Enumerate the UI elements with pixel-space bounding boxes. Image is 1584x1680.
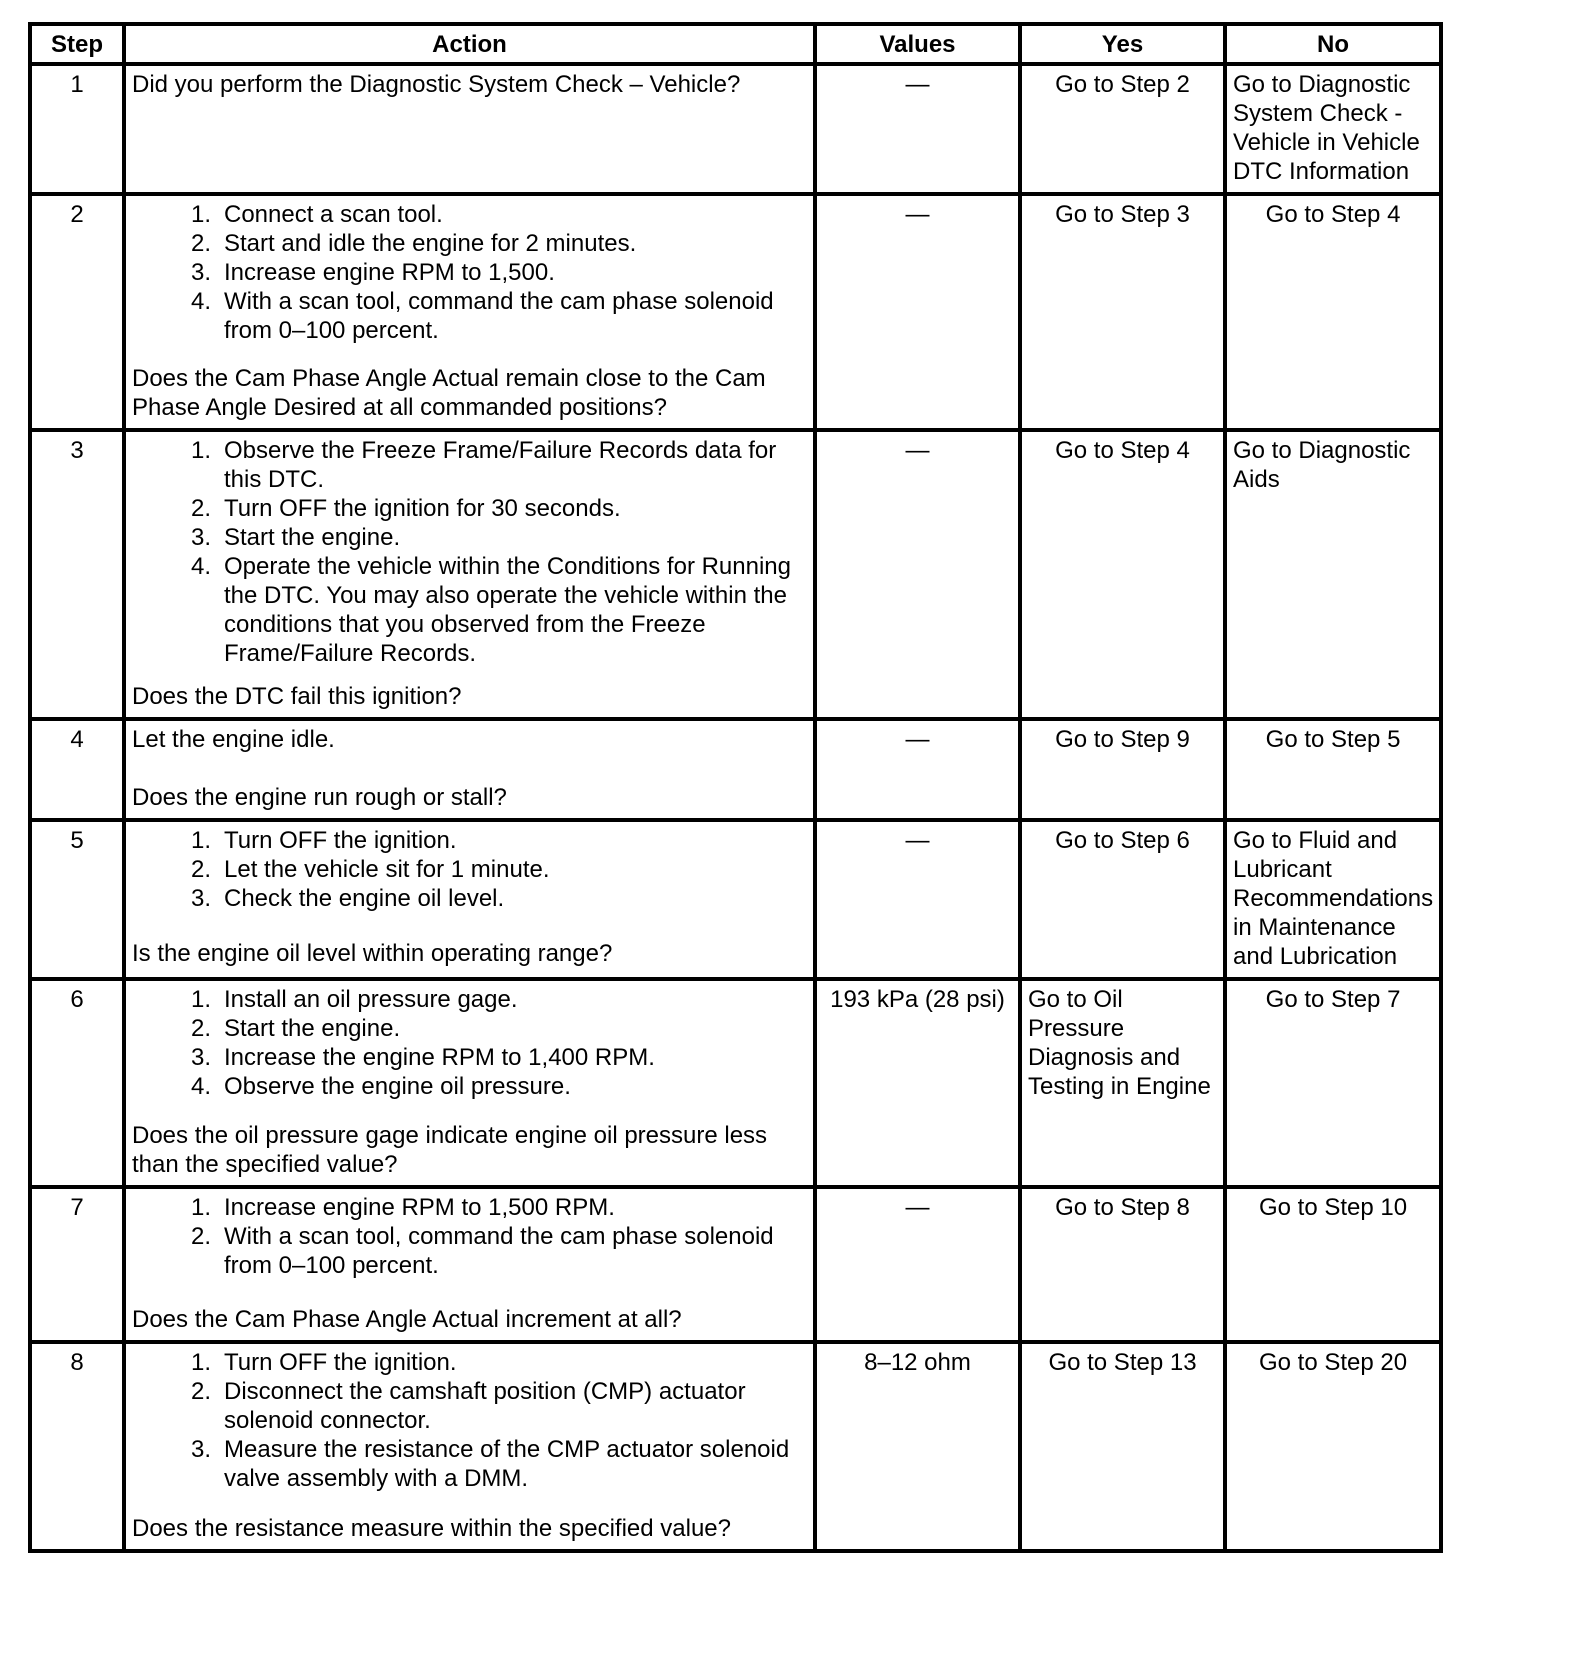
action-cell: [124, 719, 815, 820]
action-step: [132, 1072, 807, 1101]
action-step-text: Turn OFF the ignition.: [224, 827, 457, 854]
action-step: [132, 1014, 807, 1043]
action-step: [132, 884, 807, 913]
action-step-text: Start and idle the engine for 2 minutes.: [224, 230, 637, 257]
value-cell: 193 kPa (28 psi): [815, 979, 1020, 1187]
action-step-number: 4.: [190, 288, 211, 315]
yes-cell: Go to Step 9: [1020, 719, 1225, 820]
action-cell: [124, 1342, 815, 1551]
yes-cell: Go to Step 2: [1020, 64, 1225, 194]
value-cell: —: [815, 194, 1020, 430]
step-number: 3: [30, 430, 124, 719]
action-step: [132, 229, 807, 258]
action-question: Does the Cam Phase Angle Actual remain close to the Cam Phase Angle Desired at all commanded positions?: [132, 365, 766, 421]
action-question: Does the engine run rough or stall?: [132, 784, 507, 811]
action-step-text: Turn OFF the ignition.: [224, 1349, 457, 1376]
action-instructions: [132, 70, 807, 99]
action-step-text: Install an oil pressure gage.: [224, 986, 518, 1013]
no-cell: Go to Step 20: [1225, 1342, 1441, 1551]
action-content: [132, 985, 807, 1179]
no-cell: Go to Diagnostic System Check - Vehicle in Vehicle DTC Information: [1225, 64, 1441, 194]
action-step: [132, 1193, 807, 1222]
action-step-text: Operate the vehicle within the Conditions for Running the DTC. You may also operate the vehicle within the conditions that you observed from the Freeze Frame/Failure Records.: [224, 553, 791, 667]
action-step-text: Start the engine.: [224, 524, 401, 551]
action-step-number: 3.: [190, 1044, 211, 1071]
no-cell: Go to Step 5: [1225, 719, 1441, 820]
action-step-number: 2.: [190, 1378, 211, 1405]
action-step-number: 4.: [190, 1073, 211, 1100]
action-step-number: 3.: [190, 524, 211, 551]
table-row: [30, 430, 1441, 719]
action-intro: Did you perform the Diagnostic System Check – Vehicle?: [132, 71, 741, 98]
action-step: [132, 985, 807, 1014]
action-cell: [124, 820, 815, 979]
action-step-number: 1.: [190, 827, 211, 854]
action-step-number: 4.: [190, 553, 211, 580]
no-cell: Go to Step 4: [1225, 194, 1441, 430]
action-step: [132, 826, 807, 855]
yes-cell: Go to Step 8: [1020, 1187, 1225, 1342]
action-content: [132, 826, 807, 968]
action-step-text: With a scan tool, command the cam phase solenoid from 0–100 percent.: [224, 1223, 774, 1279]
action-step-list: [132, 200, 807, 345]
value-cell: 8–12 ohm: [815, 1342, 1020, 1551]
step-number: 8: [30, 1342, 124, 1551]
action-step-number: 3.: [190, 1436, 211, 1463]
action-step-number: 1.: [190, 1194, 211, 1221]
action-step-text: Let the vehicle sit for 1 minute.: [224, 856, 550, 883]
action-step-number: 2.: [190, 1015, 211, 1042]
table-row: [30, 719, 1441, 820]
action-step-text: Observe the engine oil pressure.: [224, 1073, 571, 1100]
step-number: 7: [30, 1187, 124, 1342]
value-cell: —: [815, 64, 1020, 194]
action-step-text: Observe the Freeze Frame/Failure Records data for this DTC.: [224, 437, 777, 493]
action-content: [132, 1193, 807, 1334]
action-content: [132, 725, 807, 812]
action-step-number: 1.: [190, 437, 211, 464]
action-step: [132, 1435, 807, 1493]
action-content: [132, 1348, 807, 1543]
value-cell: —: [815, 719, 1020, 820]
action-question: Does the Cam Phase Angle Actual increment at all?: [132, 1306, 682, 1333]
action-step: [132, 855, 807, 884]
action-step: [132, 436, 807, 494]
action-step-text: Increase the engine RPM to 1,400 RPM.: [224, 1044, 655, 1071]
diagnostic-table-container: [28, 22, 1443, 1553]
action-step: [132, 258, 807, 287]
no-cell: Go to Step 10: [1225, 1187, 1441, 1342]
action-cell: [124, 1187, 815, 1342]
action-step: [132, 1348, 807, 1377]
action-instructions: [132, 826, 807, 913]
step-number: 4: [30, 719, 124, 820]
header-no: No: [1225, 24, 1441, 64]
value-cell: —: [815, 820, 1020, 979]
action-step: [132, 552, 807, 668]
action-step-text: Disconnect the camshaft position (CMP) actuator solenoid connector.: [224, 1378, 746, 1434]
table-row: [30, 64, 1441, 194]
action-step-text: Turn OFF the ignition for 30 seconds.: [224, 495, 621, 522]
action-question: Is the engine oil level within operating range?: [132, 940, 613, 967]
table-row: [30, 820, 1441, 979]
action-step-number: 3.: [190, 885, 211, 912]
action-step-text: Start the engine.: [224, 1015, 401, 1042]
header-action: Action: [124, 24, 815, 64]
action-intro: Let the engine idle.: [132, 726, 335, 753]
action-step: [132, 1043, 807, 1072]
step-number: 6: [30, 979, 124, 1187]
action-cell: [124, 430, 815, 719]
action-question: Does the oil pressure gage indicate engine oil pressure less than the specified value?: [132, 1122, 768, 1178]
action-step-number: 1.: [190, 986, 211, 1013]
action-step-number: 1.: [190, 201, 211, 228]
action-cell: [124, 979, 815, 1187]
action-step-number: 1.: [190, 1349, 211, 1376]
action-cell: [124, 64, 815, 194]
action-step-list: [132, 985, 807, 1101]
action-step: [132, 200, 807, 229]
action-question: Does the resistance measure within the specified value?: [132, 1515, 731, 1542]
action-step: [132, 494, 807, 523]
action-step-number: 2.: [190, 1223, 211, 1250]
action-step: [132, 287, 807, 345]
header-row: [30, 24, 1441, 64]
action-step-text: Connect a scan tool.: [224, 201, 443, 228]
action-step: [132, 1222, 807, 1280]
yes-cell: Go to Step 13: [1020, 1342, 1225, 1551]
action-content: [132, 70, 807, 174]
no-cell: Go to Step 7: [1225, 979, 1441, 1187]
action-step-number: 2.: [190, 495, 211, 522]
action-step-text: Increase engine RPM to 1,500.: [224, 259, 555, 286]
action-step-text: Measure the resistance of the CMP actuator solenoid valve assembly with a DMM.: [224, 1436, 790, 1492]
no-cell: Go to Fluid and Lubricant Recommendations in Maintenance and Lubrication: [1225, 820, 1441, 979]
table-row: [30, 1342, 1441, 1551]
action-step: [132, 1377, 807, 1435]
header-step: Step: [30, 24, 124, 64]
diagnostic-table: [28, 22, 1443, 1553]
header-yes: Yes: [1020, 24, 1225, 64]
table-row: [30, 1187, 1441, 1342]
value-cell: —: [815, 430, 1020, 719]
action-instructions: [132, 200, 807, 345]
step-number: 2: [30, 194, 124, 430]
yes-cell: Go to Step 6: [1020, 820, 1225, 979]
no-cell: Go to Diagnostic Aids: [1225, 430, 1441, 719]
action-step-list: [132, 826, 807, 913]
yes-cell: Go to Step 4: [1020, 430, 1225, 719]
action-instructions: [132, 985, 807, 1101]
action-instructions: [132, 436, 807, 668]
action-step-text: Check the engine oil level.: [224, 885, 505, 912]
action-question: Does the DTC fail this ignition?: [132, 683, 462, 710]
action-step-list: [132, 1348, 807, 1493]
action-content: [132, 436, 807, 711]
action-step-list: [132, 436, 807, 668]
yes-cell: Go to Oil Pressure Diagnosis and Testing in Engine: [1020, 979, 1225, 1187]
action-instructions: [132, 1193, 807, 1280]
value-cell: —: [815, 1187, 1020, 1342]
action-cell: [124, 194, 815, 430]
action-step-number: 3.: [190, 259, 211, 286]
step-number: 5: [30, 820, 124, 979]
step-number: 1: [30, 64, 124, 194]
action-content: [132, 200, 807, 422]
action-step-number: 2.: [190, 230, 211, 257]
action-instructions: [132, 725, 807, 754]
yes-cell: Go to Step 3: [1020, 194, 1225, 430]
action-step-text: With a scan tool, command the cam phase solenoid from 0–100 percent.: [224, 288, 774, 344]
action-step: [132, 523, 807, 552]
action-step-number: 2.: [190, 856, 211, 883]
table-row: [30, 194, 1441, 430]
action-step-text: Increase engine RPM to 1,500 RPM.: [224, 1194, 615, 1221]
action-instructions: [132, 1348, 807, 1493]
header-values: Values: [815, 24, 1020, 64]
table-row: [30, 979, 1441, 1187]
action-step-list: [132, 1193, 807, 1280]
